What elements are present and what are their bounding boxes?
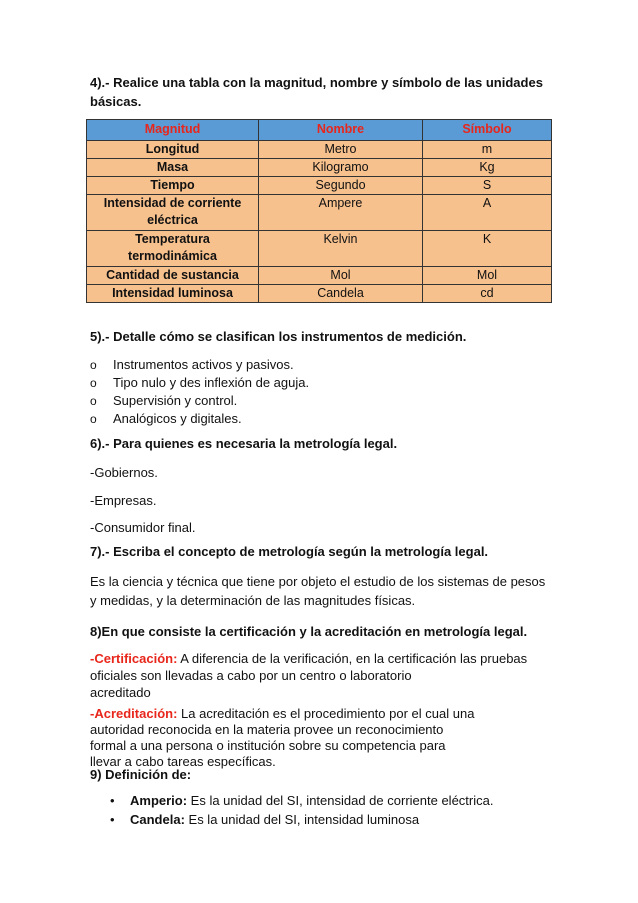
circle-bullet-icon: o	[90, 412, 97, 426]
cell-simbolo: Kg	[423, 159, 552, 177]
acreditacion-paragraph: -Acreditación: La acreditación es el procedimiento por el cual una autoridad reconocida en la materia provee un reconocimiento formal a una persona o institución sobre su competencia para llevar a cabo tareas específicas.	[90, 706, 475, 769]
certificacion-label: -Certificación:	[90, 651, 178, 666]
cell-magnitud: Temperatura termodinámica	[87, 231, 259, 267]
question-4-line2: básicas.	[90, 94, 142, 109]
table-header-row	[87, 120, 552, 141]
cell-nombre: Mol	[259, 267, 423, 285]
header-magnitud: Magnitud	[87, 120, 259, 141]
units-table	[86, 119, 552, 303]
cell-nombre: Ampere	[259, 195, 423, 231]
list-item: o Instrumentos activos y pasivos.	[90, 357, 294, 372]
cell-simbolo: A	[423, 195, 552, 231]
table-row	[87, 267, 552, 285]
question-8-title: 8)En que consiste la certificación y la acreditación en metrología legal.	[90, 624, 528, 639]
question-4	[90, 73, 543, 111]
header-nombre: Nombre	[259, 120, 423, 141]
definitions-list	[110, 791, 493, 829]
question-7-answer: Es la ciencia y técnica que tiene por objeto el estudio de los sistemas de pesos y medidas, y la determinación de las magnitudes físicas.	[90, 574, 546, 608]
bullet-icon: •	[110, 793, 115, 808]
circle-bullet-icon: o	[90, 358, 97, 372]
cell-simbolo: Mol	[423, 267, 552, 285]
cell-nombre: Segundo	[259, 177, 423, 195]
definition-text: Es la unidad del SI, intensidad luminosa	[184, 812, 420, 827]
list-item: o Supervisión y control.	[90, 393, 238, 408]
table-row	[87, 159, 552, 177]
table-row	[87, 141, 552, 159]
definition-term: Amperio:	[130, 793, 188, 808]
header-simbolo: Símbolo	[423, 120, 552, 141]
cell-magnitud: Masa	[87, 159, 259, 177]
table-row	[87, 177, 552, 195]
list-item: -Empresas.	[90, 493, 157, 508]
list-item: -Gobiernos.	[90, 465, 158, 480]
definition-text: Es la unidad del SI, intensidad de corriente eléctrica.	[187, 793, 494, 808]
question-9-title: 9) Definición de:	[90, 767, 192, 782]
cell-nombre: Candela	[259, 285, 423, 303]
cell-magnitud: Cantidad de sustancia	[87, 267, 259, 285]
question-4-line1: 4).- Realice una tabla con la magnitud, nombre y símbolo de las unidades	[90, 75, 543, 90]
cell-magnitud: Tiempo	[87, 177, 259, 195]
cell-magnitud: Intensidad luminosa	[87, 285, 259, 303]
circle-bullet-icon: o	[90, 394, 97, 408]
cell-nombre: Kilogramo	[259, 159, 423, 177]
cell-magnitud: Intensidad de corriente eléctrica	[87, 195, 259, 231]
cell-simbolo: cd	[423, 285, 552, 303]
list-item: o Tipo nulo y des inflexión de aguja.	[90, 375, 310, 390]
cell-simbolo: S	[423, 177, 552, 195]
list-item	[110, 791, 493, 810]
question-5-title: 5).- Detalle cómo se clasifican los instrumentos de medición.	[90, 329, 467, 344]
certificacion-paragraph: -Certificación: A diferencia de la verificación, en la certificación las pruebas oficiales son llevadas a cabo por un centro o laboratorio acreditado	[90, 651, 528, 700]
cell-simbolo: K	[423, 231, 552, 267]
cell-nombre: Metro	[259, 141, 423, 159]
table-row	[87, 195, 552, 231]
definition-term: Candela:	[130, 812, 185, 827]
list-item	[110, 810, 493, 829]
table-row	[87, 285, 552, 303]
cell-simbolo: m	[423, 141, 552, 159]
question-6-title: 6).- Para quienes es necesaria la metrología legal.	[90, 436, 398, 451]
bullet-icon: •	[110, 812, 115, 827]
acreditacion-label: -Acreditación:	[90, 706, 178, 721]
table-row	[87, 231, 552, 267]
circle-bullet-icon: o	[90, 376, 97, 390]
list-item: -Consumidor final.	[90, 520, 196, 535]
cell-magnitud: Longitud	[87, 141, 259, 159]
cell-nombre: Kelvin	[259, 231, 423, 267]
question-7-title: 7).- Escriba el concepto de metrología según la metrología legal.	[90, 544, 489, 559]
instrument-classification-list	[90, 356, 309, 428]
list-item: o Analógicos y digitales.	[90, 411, 242, 426]
